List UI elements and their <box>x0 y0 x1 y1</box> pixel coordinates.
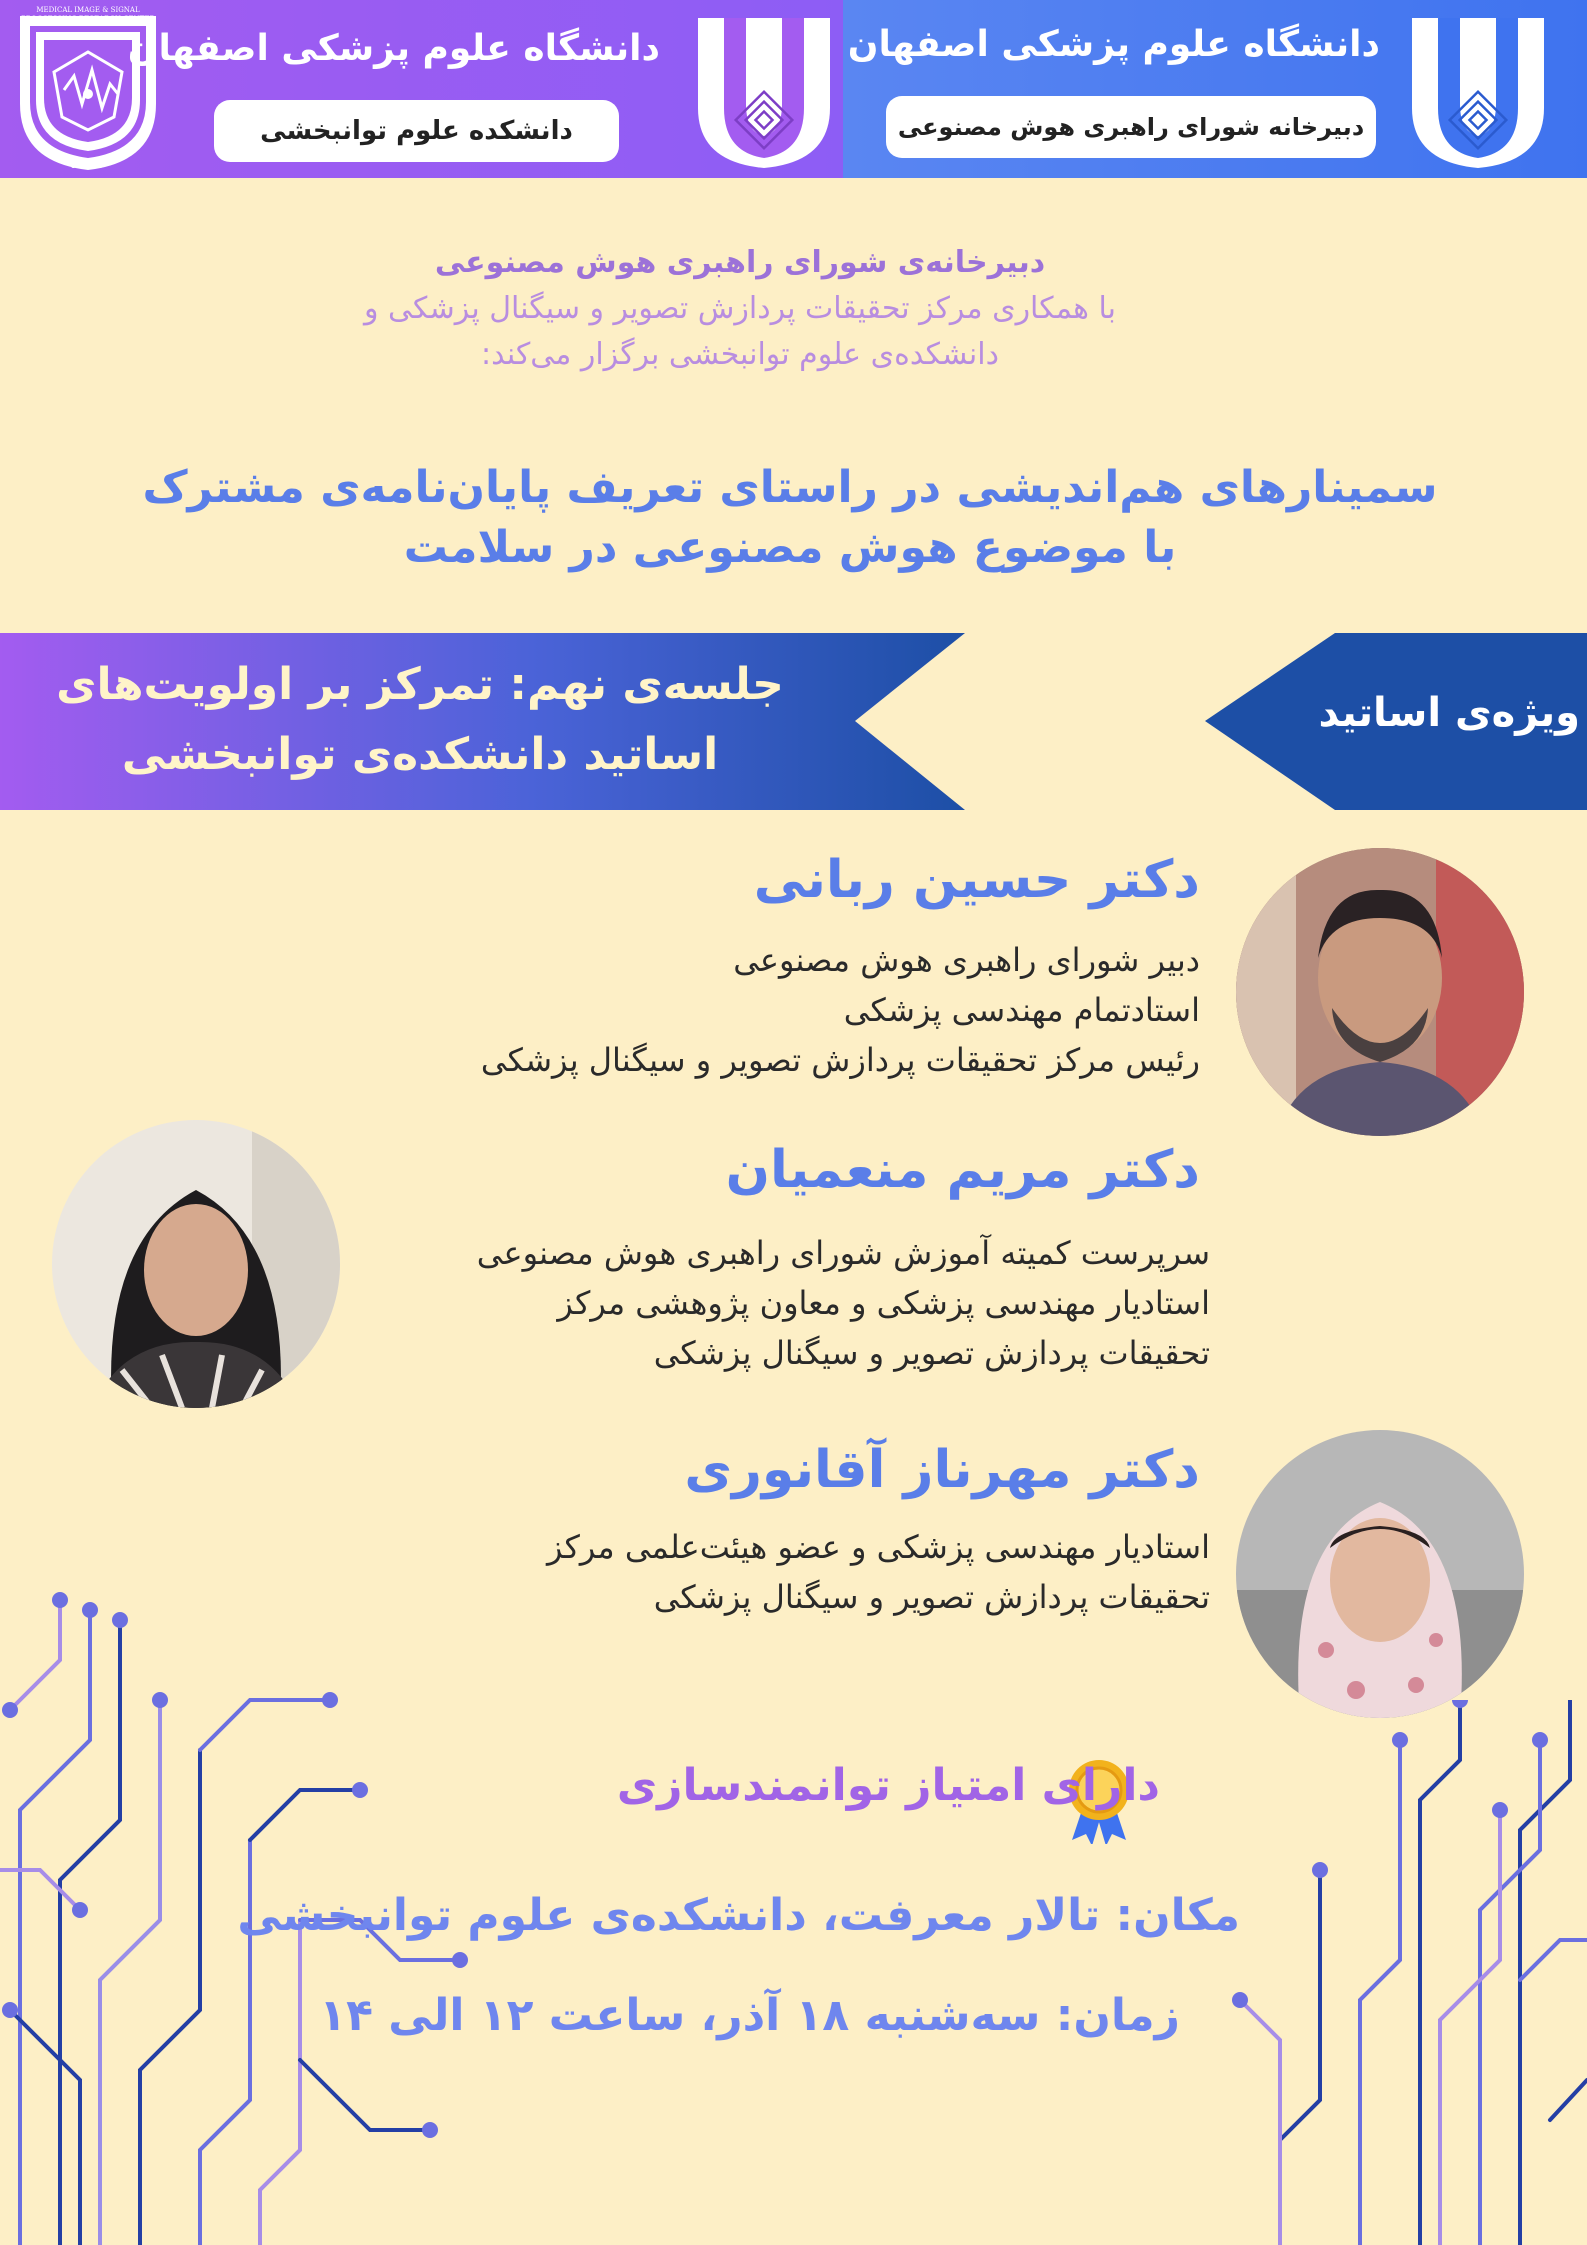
venue-text: مکان: تالار معرفت، دانشکده‌ی علوم توانبخشی <box>237 1890 1240 1941</box>
speaker-bio-1 <box>300 935 1200 1085</box>
speaker-1-role-2: استادتمام مهندسی پزشکی <box>843 991 1200 1029</box>
speaker-name-1: دکتر حسین ربانی <box>753 850 1200 910</box>
credit-text: دارای امتیاز توانمندسازی <box>616 1760 1160 1811</box>
right-university-title: دانشگاه علوم پزشکی اصفهان <box>847 24 1380 65</box>
speaker-bio-2 <box>340 1228 1210 1378</box>
speaker-3-role-1: استادیار مهندسی پزشکی و عضو هیئت‌علمی مرکز <box>546 1528 1210 1566</box>
left-university-title: دانشگاه علوم پزشکی اصفهان <box>127 28 660 69</box>
speaker-photo-2 <box>52 1120 340 1408</box>
speaker-2-role-3: تحقیقات پردازش تصویر و سیگنال پزشکی <box>653 1334 1210 1372</box>
speaker-1-role-1: دبیر شورای راهبری هوش مصنوعی <box>733 941 1200 979</box>
session-title <box>20 650 820 790</box>
university-logo <box>1404 12 1552 172</box>
circuit-decoration-right <box>1220 1700 1587 2245</box>
speaker-photo-1 <box>1236 848 1524 1136</box>
date-time-text: زمان: سه‌شنبه ۱۸ آذر، ساعت ۱۲ الی ۱۴ <box>319 1990 1180 2041</box>
speaker-name-2: دکتر مریم منعمیان <box>725 1140 1200 1200</box>
speaker-photo-3 <box>1236 1430 1524 1718</box>
session-title-line-2: اساتید دانشکده‌ی توانبخشی <box>121 729 719 780</box>
intro-line-1: دبیرخانه‌ی شورای راهبری هوش مصنوعی <box>434 245 1046 280</box>
speaker-1-role-3: رئیس مرکز تحقیقات پردازش تصویر و سیگنال پزشکی <box>480 1041 1200 1079</box>
speaker-3-role-2: تحقیقات پردازش تصویر و سیگنال پزشکی <box>653 1578 1210 1616</box>
university-logo <box>690 12 838 172</box>
left-school-pill: دانشکده علوم توانبخشی <box>214 100 619 162</box>
speaker-2-role-1: سرپرست کمیته آموزش شورای راهبری هوش مصنوعی <box>476 1234 1210 1272</box>
seminar-title-line-2: با موضوع هوش مصنوعی در سلامت <box>403 522 1177 573</box>
special-label: ویژه‌ی اساتید <box>1318 690 1580 736</box>
right-council-pill: دبیرخانه شورای راهبری هوش مصنوعی <box>886 96 1376 158</box>
session-title-line-1: جلسه‌ی نهم: تمرکز بر اولویت‌های <box>56 659 784 710</box>
speaker-2-role-2: استادیار مهندسی پزشکی و معاون پژوهشی مرکز <box>557 1284 1210 1322</box>
seminar-title <box>100 458 1480 578</box>
seminar-title-line-1: سمینارهای هم‌اندیشی در راستای تعریف پایان‌نامه‌ی مشترک <box>142 462 1438 513</box>
intro-text <box>150 240 1330 378</box>
misp-logo-caption: MEDICAL IMAGE & SIGNAL PROCCESSING RESEARCH CENTER <box>21 6 155 23</box>
misp-logo-label: MISP <box>71 158 105 171</box>
intro-line-2: با همکاری مرکز تحقیقات پردازش تصویر و سیگنال پزشکی و <box>364 291 1116 326</box>
speaker-name-3: دکتر مهرناز آقانوری <box>684 1440 1200 1500</box>
intro-line-3: دانشکده‌ی علوم توانبخشی برگزار می‌کند: <box>481 337 999 372</box>
